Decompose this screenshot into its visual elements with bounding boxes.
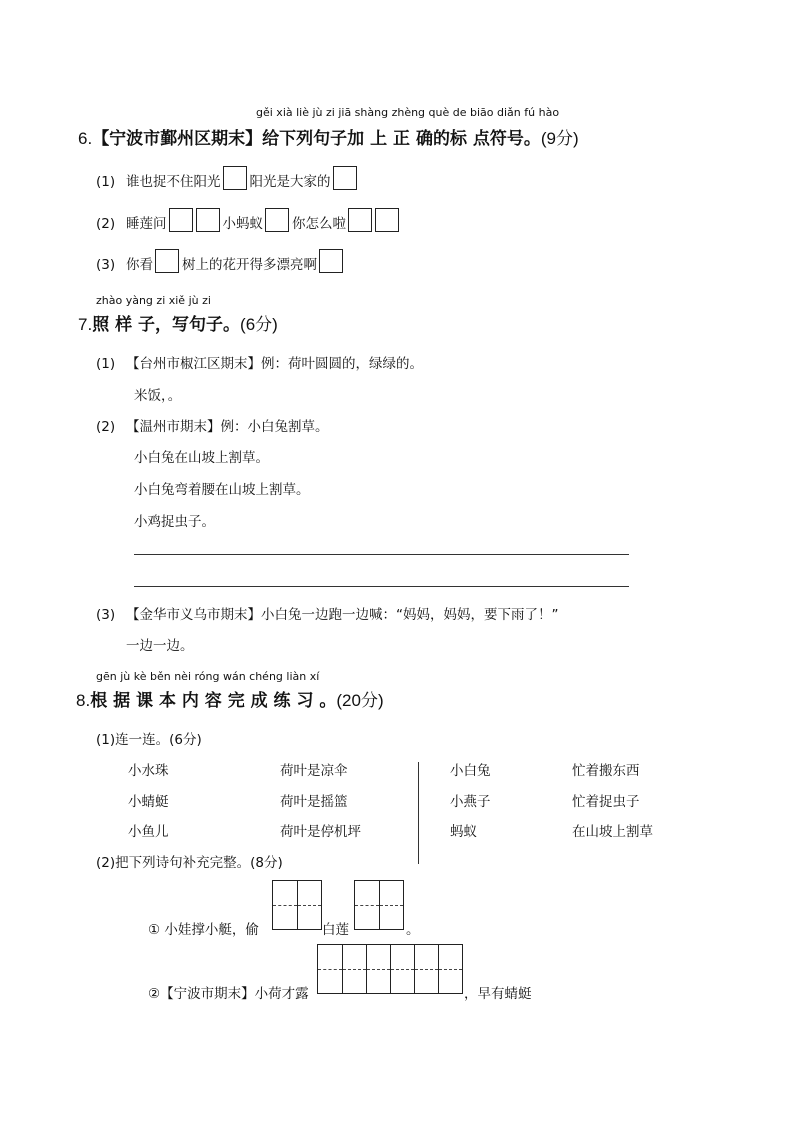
item-text: 【金华市义乌市期末】小白兔一边跑一边喊：“妈妈，妈妈，要下雨了！” (126, 607, 559, 623)
match-left[interactable]: 小鱼儿 (128, 824, 169, 840)
q7-item-3 (96, 603, 559, 623)
punctuation-box[interactable] (196, 208, 220, 232)
q7-item-1 (96, 352, 423, 372)
match-left[interactable]: 小燕子 (450, 794, 491, 810)
punctuation-box[interactable] (265, 208, 289, 232)
q7-title-text: 照 样 子，写句子。 (92, 315, 241, 335)
q8-score: (20分) (336, 691, 384, 710)
item-number: (2) (96, 216, 116, 232)
q8-number: 8. (76, 691, 91, 710)
answer-line[interactable] (134, 586, 629, 587)
poem-line-2-suffix: ，早有蜻蜓 (464, 986, 532, 1002)
q7-example-line-2: 小白兔弯着腰在山坡上割草。 (134, 482, 310, 498)
poem-line-1-end: 。 (406, 922, 420, 938)
q6-title (78, 124, 579, 149)
item-number: (2) (96, 419, 116, 435)
writing-grid[interactable] (272, 880, 322, 930)
match-left[interactable]: 蚂蚁 (450, 824, 477, 840)
q7-example-line-1: 小白兔在山坡上割草。 (134, 450, 269, 466)
q6-item-3 (96, 249, 346, 273)
sentence-part: 谁也捉不住阳光 (126, 174, 221, 190)
match-right[interactable]: 荷叶是停机坪 (280, 824, 361, 840)
q8-title (76, 686, 384, 711)
q8-title-text: 根 据 课 本 内 容 完 成 练 习 。 (90, 691, 337, 711)
sentence-part: 阳光是大家的 (249, 174, 331, 190)
q6-pinyin: gěi xià liè jù zi jiā shàng zhèng què de biāo diǎn fú hào (256, 106, 560, 119)
sentence-part: 你怎么啦 (292, 216, 346, 232)
match-right[interactable]: 荷叶是摇篮 (280, 794, 348, 810)
punctuation-box[interactable] (169, 208, 193, 232)
q7-pinyin: zhào yàng zi xiě jù zi (96, 294, 211, 307)
sentence-part: 小蚂蚁 (222, 216, 263, 232)
q8-pinyin: gēn jù kè běn nèi róng wán chéng liàn xí (96, 670, 320, 683)
q6-item-2 (96, 208, 402, 232)
q7-score: (6分) (240, 315, 278, 334)
column-divider (418, 762, 419, 864)
sentence-part: 树上的花开得多漂亮啊 (182, 257, 317, 273)
match-left[interactable]: 小水珠 (128, 763, 169, 779)
q6-title-text: 【宁波市鄞州区期末】给下列句子加 上 正 确的标 点符号。 (92, 129, 541, 149)
q8-sub1-label: (1)连一连。(6分) (96, 732, 202, 748)
item-number: (1) (96, 356, 116, 372)
item-text: 【温州市期末】例：小白兔割草。 (126, 419, 329, 435)
writing-grid[interactable] (317, 944, 463, 994)
answer-line[interactable] (134, 554, 629, 555)
match-right[interactable]: 在山坡上割草 (572, 824, 653, 840)
q7-prompt-line: 小鸡捉虫子。 (134, 514, 215, 530)
punctuation-box[interactable] (319, 249, 343, 273)
q6-number: 6. (78, 129, 93, 148)
q7-answer-1: 米饭，。 (134, 388, 182, 404)
poem-line-2-prefix: ②【宁波市期末】小荷才露 (148, 986, 309, 1002)
item-number: (3) (96, 607, 116, 623)
poem-line-1-middle: 白莲 (322, 922, 349, 938)
match-left[interactable]: 小白兔 (450, 763, 491, 779)
q7-title (78, 310, 278, 335)
match-right[interactable]: 忙着捉虫子 (572, 794, 640, 810)
punctuation-box[interactable] (155, 249, 179, 273)
match-right[interactable]: 荷叶是凉伞 (280, 763, 348, 779)
sentence-part: 睡莲问 (126, 216, 167, 232)
punctuation-box[interactable] (223, 166, 247, 190)
sentence-part: 你看 (126, 257, 153, 273)
q8-sub2-label: (2)把下列诗句补充完整。(8分) (96, 855, 283, 871)
item-number: (3) (96, 257, 116, 273)
q6-item-1 (96, 166, 360, 190)
match-left[interactable]: 小蜻蜓 (128, 794, 169, 810)
punctuation-box[interactable] (333, 166, 357, 190)
poem-line-1-prefix: ① 小娃撑小艇，偷 (148, 922, 259, 938)
q7-item-2 (96, 415, 329, 435)
writing-grid[interactable] (354, 880, 404, 930)
q7-number: 7. (78, 315, 93, 334)
punctuation-box[interactable] (375, 208, 399, 232)
punctuation-box[interactable] (348, 208, 372, 232)
q7-answer-3: 一边一边。 (126, 638, 194, 654)
item-text: 【台州市椒江区期末】例：荷叶圆圆的，绿绿的。 (126, 356, 423, 372)
match-right[interactable]: 忙着搬东西 (572, 763, 640, 779)
item-number: (1) (96, 174, 116, 190)
q6-score: (9分) (540, 129, 579, 148)
